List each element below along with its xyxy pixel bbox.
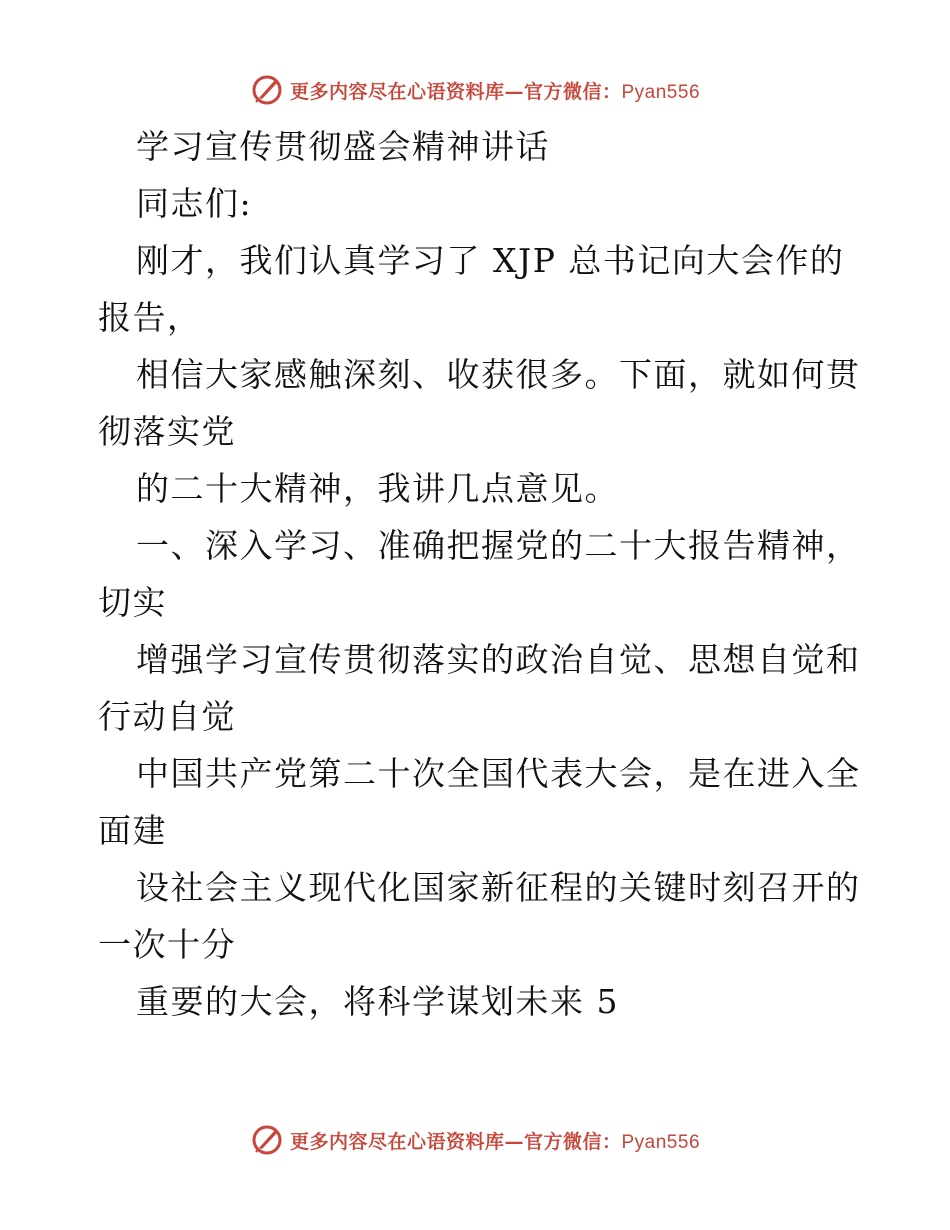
document-line: 彻落实党 (98, 412, 236, 451)
document-line: 增强学习宣传贯彻落实的政治自觉、思想自觉和 (136, 640, 861, 679)
document-line: 行动自觉 (98, 697, 236, 736)
document-line: 一、深入学习、准确把握党的二十大报告精神， (136, 526, 861, 565)
header-banner (0, 70, 950, 110)
document-line: 相信大家感触深刻、收获很多。下面，就如何贯 (136, 355, 861, 394)
document-line: 报告， (98, 298, 202, 337)
footer-banner (0, 1120, 950, 1160)
wechat-id: Pyan556 (621, 1131, 701, 1153)
document-line: 重要的大会，将科学谋划未来 5 (136, 982, 619, 1021)
banner-text: 更多内容尽在心语资料库—官方微信：Pyan556 (289, 80, 701, 103)
document-body (98, 118, 898, 1030)
banner-text: 更多内容尽在心语资料库—官方微信：Pyan556 (289, 1130, 701, 1153)
document-line: 刚才，我们认真学习了 XJP 总书记向大会作的 (136, 241, 845, 280)
document-line: 一次十分 (98, 925, 236, 964)
document-line: 面建 (98, 811, 167, 850)
quill-circle-icon (250, 73, 284, 107)
quill-circle-icon (250, 1123, 284, 1157)
document-line: 同志们: (136, 184, 253, 223)
banner-content (250, 73, 700, 107)
document-line: 的二十大精神，我讲几点意见。 (136, 469, 619, 508)
wechat-id: Pyan556 (621, 81, 701, 103)
document-line: 中国共产党第二十次全国代表大会，是在进入全 (136, 754, 861, 793)
document-line: 学习宣传贯彻盛会精神讲话 (136, 127, 550, 166)
document-line: 切实 (98, 583, 167, 622)
banner-content (250, 1123, 700, 1157)
document-line: 设社会主义现代化国家新征程的关键时刻召开的 (136, 868, 861, 907)
